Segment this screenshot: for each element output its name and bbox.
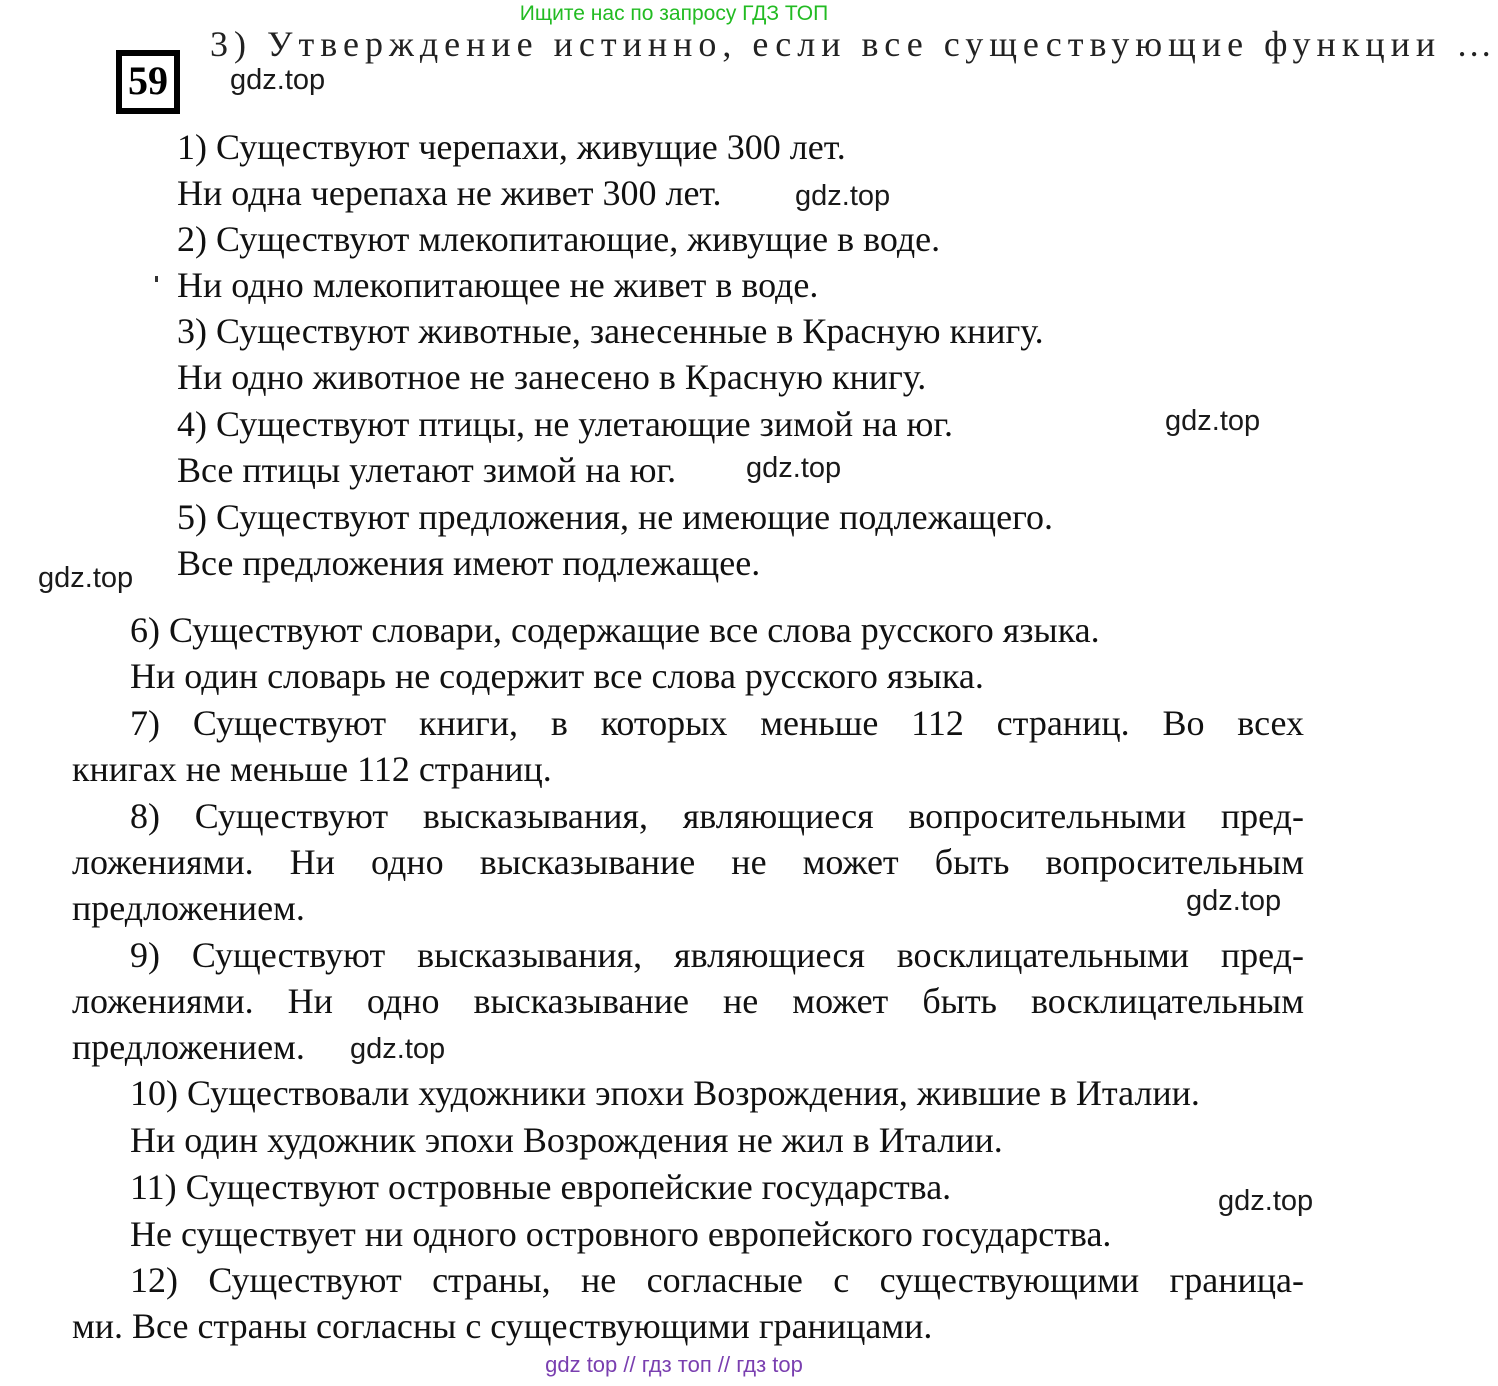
answer-line — [72, 935, 1304, 975]
answer-line: Ни одна черепаха не живет 300 лет. — [177, 173, 722, 213]
answer-line: 11) Существуют островные европейские государства. — [130, 1167, 952, 1207]
answer-line-text: 7) Существуют книги, в которых меньше 112 страниц. Во всех — [130, 703, 1304, 743]
answer-line: Ни один художник эпохи Возрождения не жил в Италии. — [130, 1120, 1003, 1160]
answer-line: Ни одно млекопитающее не живет в воде. — [177, 265, 819, 305]
search-banner: Ищите нас по запросу ГДЗ ТОП — [519, 2, 829, 25]
answer-line-text: 8) Существуют высказывания, являющиеся вопросительными пред- — [130, 796, 1304, 836]
answer-line: ложениями. Ни одно высказывание не может быть вопросительным — [72, 842, 1304, 882]
watermark: gdz.top — [746, 452, 842, 484]
answer-line-text: 12) Существуют страны, не согласные с существующими граница- — [130, 1260, 1304, 1300]
watermark: gdz.top — [1186, 885, 1282, 917]
answer-line: Все предложения имеют подлежащее. — [177, 543, 761, 583]
answer-line: Ни один словарь не содержит все слова русского языка. — [130, 656, 984, 696]
answer-line: Не существует ни одного островного европейского государства. — [130, 1214, 1112, 1254]
answer-line: 3) Существуют животные, занесенные в Красную книгу. — [177, 311, 1044, 351]
answer-line — [72, 1260, 1304, 1300]
answer-line: ложениями. Ни одно высказывание не может быть восклицательным — [72, 981, 1304, 1021]
answer-line: ми. Все страны согласны с существующими границами. — [72, 1306, 933, 1346]
watermark: gdz.top — [230, 64, 326, 96]
answer-line — [72, 703, 1304, 743]
watermark: gdz.top — [795, 180, 891, 212]
exercise-number: 59 — [116, 50, 180, 114]
answer-line: книгах не меньше 112 страниц. — [72, 749, 552, 789]
answer-line: 1) Существуют черепахи, живущие 300 лет. — [177, 127, 846, 167]
answer-line: 6) Существуют словари, содержащие все слова русского языка. — [130, 610, 1100, 650]
answer-line: 5) Существуют предложения, не имеющие подлежащего. — [177, 497, 1053, 537]
answer-line: 4) Существуют птицы, не улетающие зимой на юг. — [177, 404, 954, 444]
cropped-previous-line-text: 3) Утверждение истинно, если все существующие функции … — [210, 24, 1498, 64]
watermark: gdz.top — [1165, 405, 1261, 437]
footer-links: gdz top // гдз топ // гдз top — [545, 1352, 803, 1377]
watermark: gdz.top — [350, 1033, 446, 1065]
cropped-previous-line — [210, 18, 1498, 64]
answer-line: 2) Существуют млекопитающие, живущие в воде. — [177, 219, 941, 259]
watermark: gdz.top — [1218, 1185, 1314, 1217]
watermark: gdz.top — [38, 562, 134, 594]
answer-line: предложением. — [72, 888, 305, 928]
scan-speck — [155, 276, 158, 282]
answer-line-text: 9) Существуют высказывания, являющиеся восклицательными пред- — [130, 935, 1304, 975]
answer-line — [72, 796, 1304, 836]
answer-line: предложением. — [72, 1027, 305, 1067]
answer-line: 10) Существовали художники эпохи Возрождения, жившие в Италии. — [130, 1073, 1200, 1113]
answer-line: Все птицы улетают зимой на юг. — [177, 450, 677, 490]
answer-line: Ни одно животное не занесено в Красную книгу. — [177, 357, 927, 397]
